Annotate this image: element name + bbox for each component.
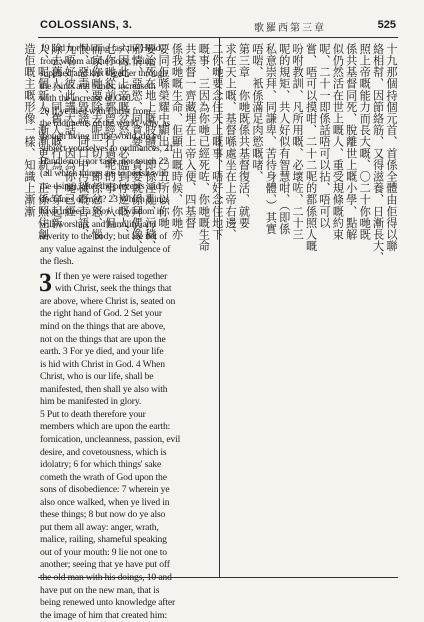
chinese-text-column: 求在天上嘅、基督喺處坐在上帝右邊、 — [224, 43, 238, 241]
text-line: mind on the things that are above, — [40, 321, 166, 333]
text-line: being renewed unto knowledge after — [40, 597, 176, 609]
text-line: also once walked, when ye lived in — [40, 496, 170, 508]
chinese-text-column: 而家你哋要除去呢一切、即係忿怒、惱 — [90, 43, 104, 241]
text-line: these things; 8 but now do ye also — [40, 509, 166, 521]
text-line: malice, railing, shameful speaking — [40, 534, 167, 546]
chinese-text-column: 呢、二十一即係話唔可以拈、唔可以 — [317, 43, 331, 229]
text-line: out of your mouth: 9 lie not one to — [40, 546, 167, 558]
text-line: doctrines of men? 23 Which things — [40, 193, 170, 205]
chinese-text-column: 邪情、惡慾、同貪婪、貪婪就係拜偶像、 — [130, 43, 144, 252]
text-line: another; seeing that ye have put off — [40, 559, 170, 571]
text-line: idolatry; 6 for which things' sake — [40, 459, 162, 471]
text-line: subject yourselves to ordinances, 21 — [40, 143, 174, 155]
text-line: is hid with Christ in God. 4 When — [40, 358, 165, 370]
text-line: earth. 3 For ye died, and your life — [40, 346, 164, 358]
text-line: with Christ, seek the things that — [54, 283, 172, 295]
chinese-text-column: 絡相幇、因節絡筋、又得滋養、日漸長大、 — [371, 43, 385, 264]
chinese-text-column: 係我哋嘅生命、佢顯出嘅時候、你哋亦 — [170, 43, 184, 241]
text-line: are above, where Christ is, seated on — [40, 295, 176, 307]
text-line: the right hand of God. 2 Set your — [40, 308, 162, 320]
header-rule — [38, 37, 398, 38]
text-line: members which are upon the earth: — [40, 421, 171, 433]
text-line: the using), after the precepts and — [40, 181, 161, 193]
text-line: put them all away: anger, wrath, — [40, 521, 159, 533]
text-line: him be manifested in glory. — [40, 396, 142, 408]
page-number: 525 — [377, 19, 396, 31]
chinese-text-column: 十九那個持個元首、首係全體由佢得以聯 — [385, 43, 398, 252]
text-line: If then ye were raised together — [54, 270, 168, 282]
chinese-text-column: 要同佢喺榮耀中顯出、〇五所以你哋 — [157, 43, 171, 229]
chinese-text-column: 私意崇拜、同謙卑、苦待身體、）其實 — [264, 43, 278, 235]
chinese-text-column: 吩咐教訓、凡所用嘅、必壞咗、二十三 — [291, 43, 305, 241]
chapter-dropcap: 3 — [39, 267, 52, 297]
text-line: though living in the world, do ye — [40, 130, 162, 142]
chinese-text-column: 二你哋要念住天上嘅事、唔好念住地下 — [210, 43, 224, 241]
text-line: sons of disobedience: 7 wherein ye — [40, 484, 170, 496]
text-line: with the increase of God. — [40, 93, 133, 105]
chinese-text-column: 要治死在地上嘅肢體、即係淫亂、污穢、 — [143, 43, 157, 252]
text-line: manifested, then shall ye also with — [40, 383, 168, 395]
text-line: the flesh. — [40, 256, 74, 268]
text-line: Handle not, nor taste, nor touch 22 — [40, 155, 168, 167]
chinese-text-column: 恨、惡毒、毀謗、同口中污穢嘅言語、 — [76, 43, 90, 241]
chinese-text-column: 似仍然活在世上嘅人、重受規條嘅約束 — [331, 43, 345, 241]
text-line: 19 and not holding fast the Head, — [40, 43, 163, 54]
chinese-text-column: 除去舊人、同舊人嘅行為、十穿起新 — [49, 43, 63, 229]
chinese-text-column: 人、呢個新人、漸漸更新、正係照住創 — [36, 43, 50, 241]
chinese-text-column: 嘗、唔可以摸咁、二十二呢的都係照人嘅 — [304, 43, 318, 252]
text-line: the joints and bands, increaseth — [40, 80, 156, 92]
running-head-book: COLOSSIANS, 3. — [40, 19, 133, 31]
chinese-text-column: 六因此上帝嘅忿怒、必臨到悖逆嘅人、 — [116, 43, 130, 241]
text-line: the image of him that created him: — [40, 609, 168, 621]
chinese-text-column: 係共基督同死、脫離世上嘅小學、點解 — [344, 43, 358, 241]
chinese-text-column: 呢的規矩、共人好似有智慧咁、（即係 — [277, 43, 291, 235]
text-line: cometh the wrath of God upon the — [40, 471, 167, 483]
text-line: will-worship, and humility, and — [40, 218, 156, 230]
text-line: any value against the indulgence of — [40, 243, 171, 255]
text-line: have indeed a show of wisdom in — [40, 206, 164, 218]
text-line: have put on the new man, that is — [40, 584, 160, 596]
chinese-text-column: 照上帝嘅能力而長大嘅、〇二十你哋既 — [358, 43, 372, 241]
text-line: the rudiments of the world, why, as — [40, 118, 171, 130]
text-line: (all which things are to perish with — [40, 168, 169, 180]
text-line: fornication, uncleanness, passion, evil — [40, 433, 181, 445]
text-line: 20 If ye died with Christ from — [40, 105, 151, 117]
text-line: severity to the body; but are not of — [40, 231, 168, 243]
text-line: from whom all the body, being — [40, 55, 154, 67]
chinese-text-column: 嘅事、三因為你哋已經死咗、你哋嘅生命 — [197, 43, 211, 252]
chinese-text-column: 唔啱、衹係滿足肉慾嘅啫、 — [250, 43, 264, 183]
chinese-text-column: 第三章 你哋既係共基督復活、就要 — [237, 43, 251, 229]
text-line: supplied and knit together through — [40, 68, 168, 80]
chinese-text-column: 九唔好彼此講大話、因為你哋已經 — [63, 43, 77, 217]
text-line: the old man with his doings, 10 and — [40, 571, 172, 583]
text-line: desire, and covetousness, which is — [40, 446, 167, 458]
text-line: 5 Put to death therefore your — [40, 408, 146, 420]
chinese-text-column: 造佢嘅主嘅形像一樣、知識上漸漸 — [23, 43, 37, 217]
chinese-text-column: 共基督一齊藏埋在上帝入便、四基督 — [183, 43, 197, 229]
text-line: Christ, who is our life, shall be — [40, 371, 154, 383]
running-head-chinese: 歌羅西第三章 — [254, 23, 326, 34]
text-line: not on the things that are upon the — [40, 333, 166, 345]
chinese-text-column: 七你哋從前都曾經行過呢的事、八但 — [103, 43, 117, 229]
